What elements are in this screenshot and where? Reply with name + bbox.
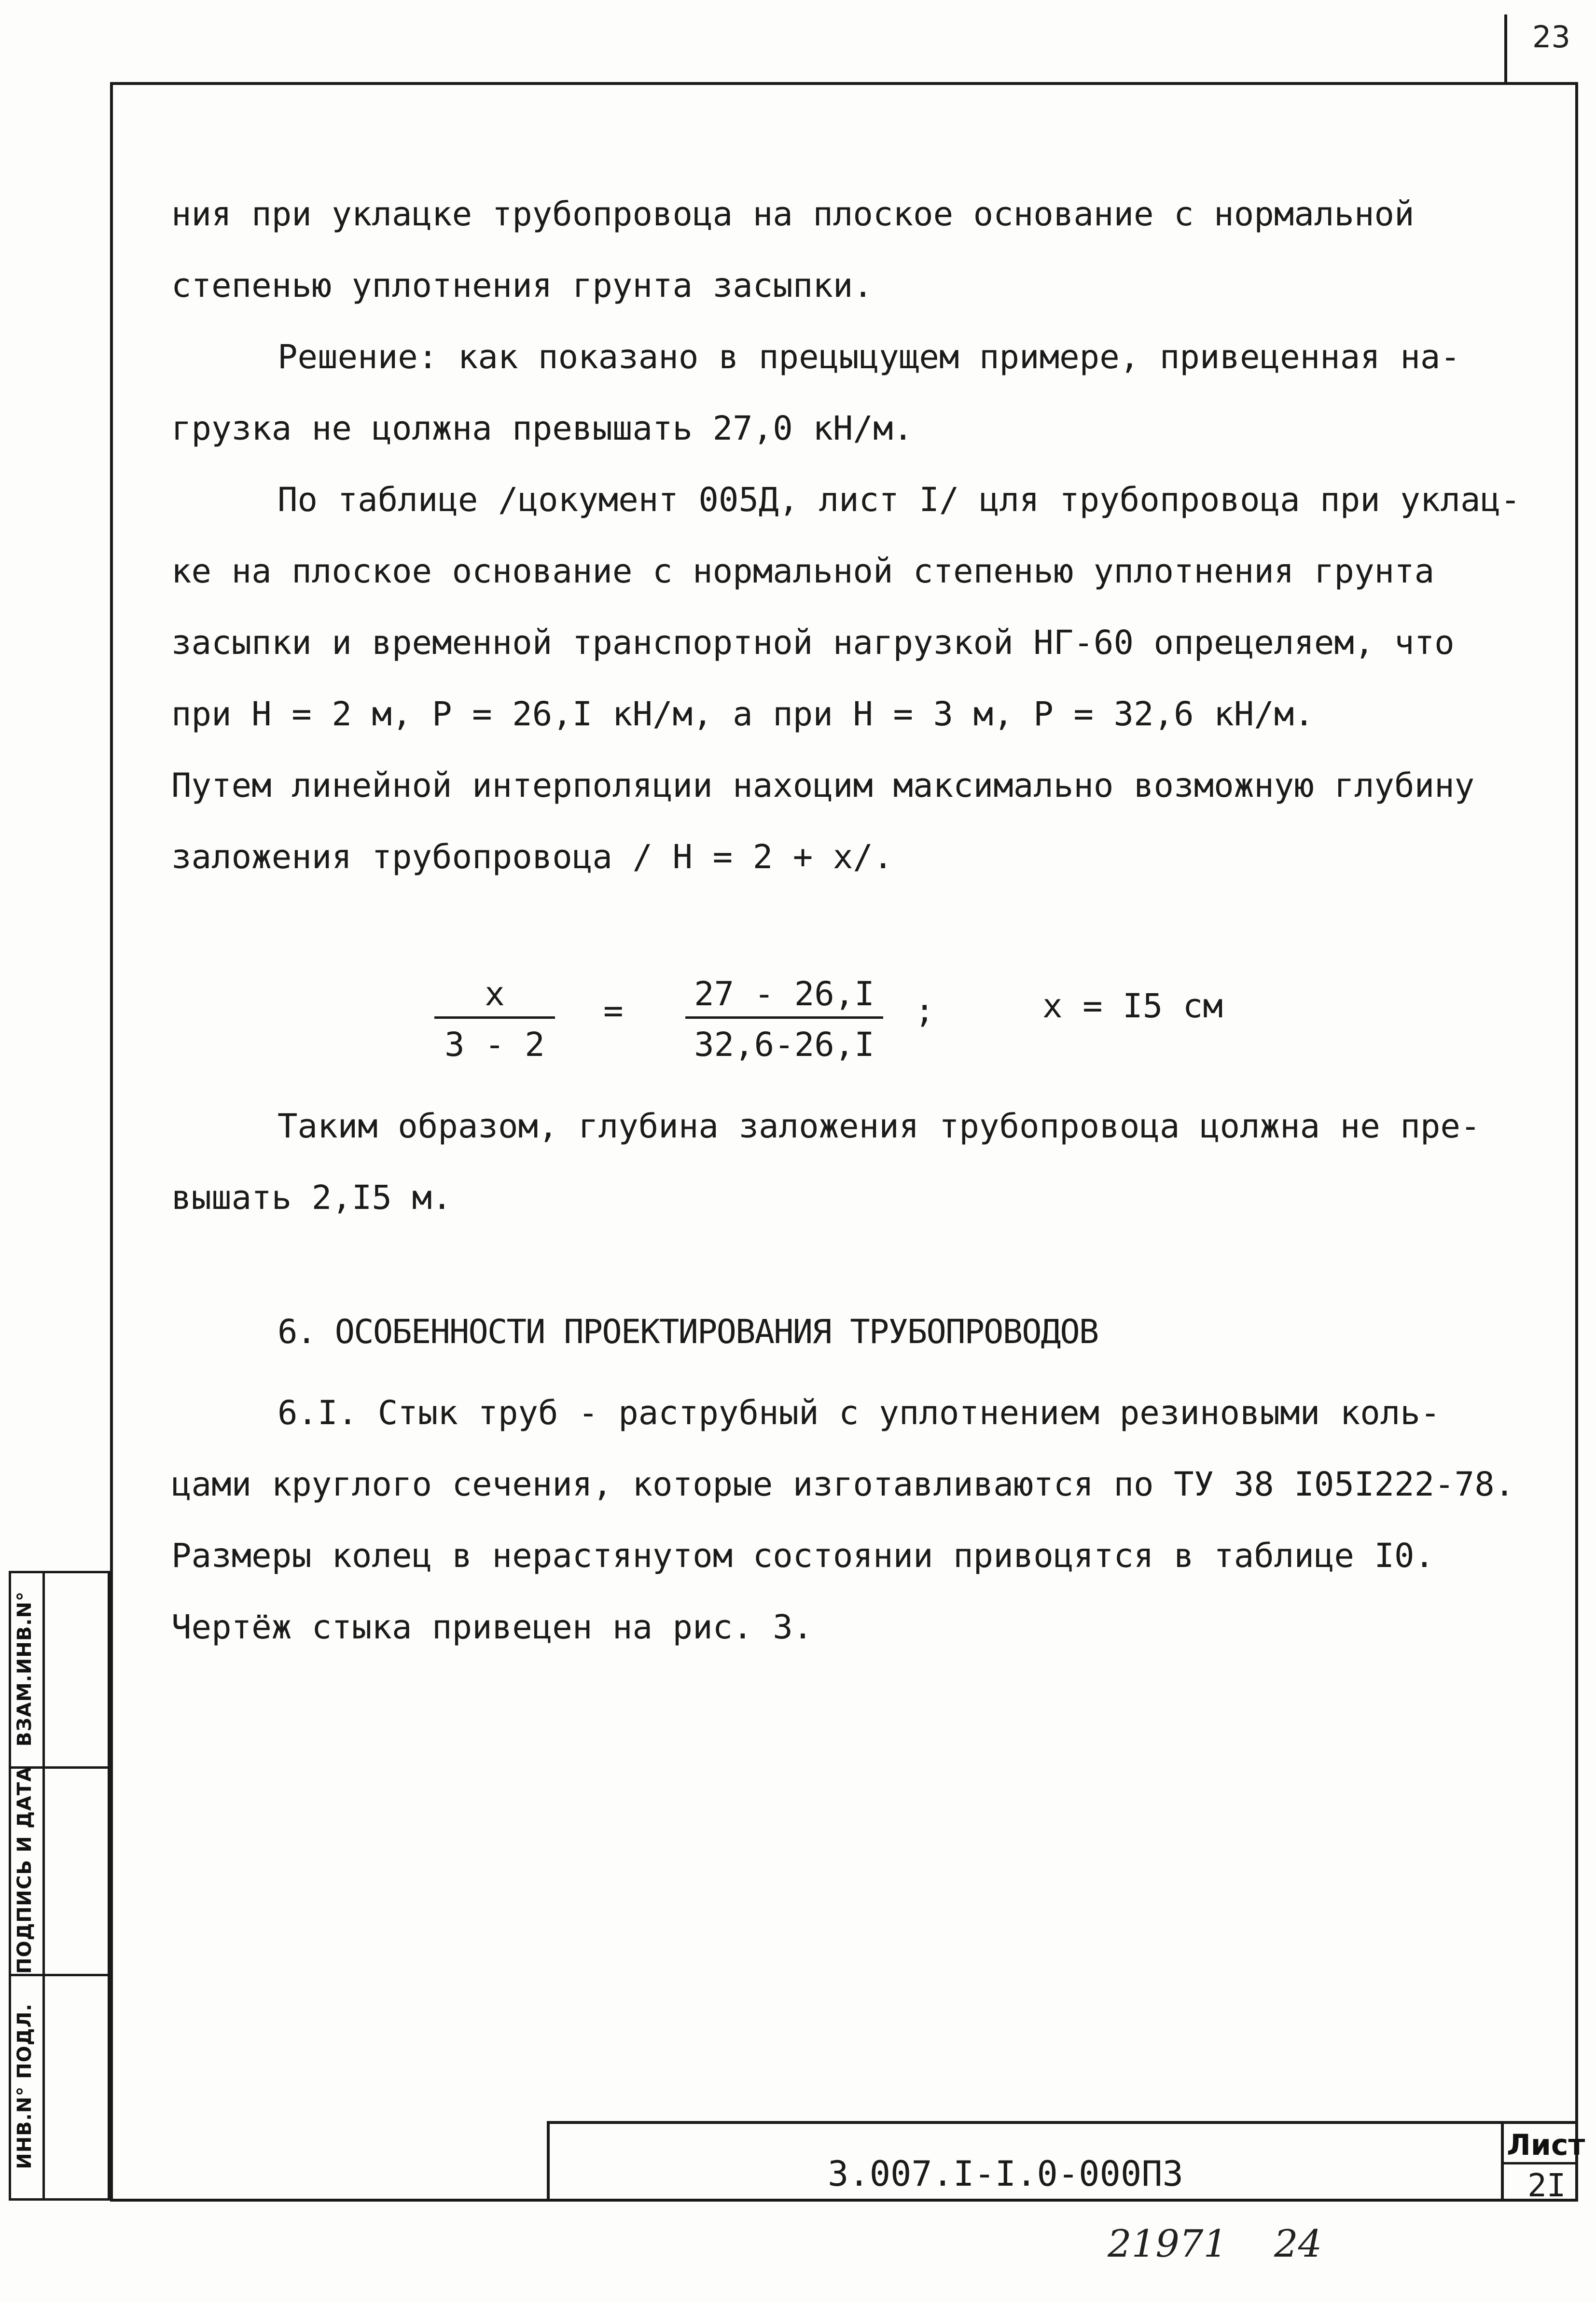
text-line: засыпки и временной транспортной нагрузкой НГ-60 опрецеляем, что	[171, 624, 1455, 662]
stamp-label-signature: ПОДПИСЬ И ДАТА	[14, 1766, 36, 1974]
handwritten-number-left: 21971	[1108, 2222, 1228, 2266]
stamp-label-replace: ВЗАМ.ИНВ.N°	[14, 1591, 36, 1747]
text-line: Путем линейной интерполяции нахоцим максимально возможную глубину	[171, 766, 1475, 805]
text-line: заложения трубопровоца / H = 2 + x/.	[171, 838, 893, 876]
text-line: Решение: как показано в прецыцущем примере, привеценная на-	[278, 338, 1460, 376]
fraction-numerator: x	[485, 975, 505, 1013]
fraction-numerator: 27 - 26,I	[694, 975, 874, 1013]
archive-stamp-column	[9, 1571, 110, 2201]
text-line: цами круглого сечения, которые изготавливаются по ТУ 38 I05I222-78.	[171, 1465, 1515, 1504]
fraction-bar	[685, 1016, 883, 1019]
text-line: грузка не цолжна превышать 27,0 кН/м.	[171, 409, 914, 448]
text-line: вышать 2,I5 м.	[171, 1179, 452, 1217]
text-line: По таблице /цокумент 005Д, лист I/ цля трубопровоца при уклац-	[278, 481, 1521, 519]
stamp-value-column	[42, 1571, 110, 2201]
text-line: 6.I. Стык труб - раструбный с уплотнением резиновыми коль-	[278, 1394, 1441, 1432]
fraction-bar	[434, 1016, 555, 1019]
text-line: Чертёж стыка привецен на рис. 3.	[171, 1608, 813, 1647]
paragraph-solution	[171, 321, 1561, 464]
fraction-denominator: 3 - 2	[444, 1026, 545, 1064]
body-text-top	[171, 179, 1561, 893]
interpolation-formula	[0, 960, 1596, 1086]
fraction-right	[685, 975, 883, 1064]
paragraph-continuation	[171, 179, 1561, 321]
sheet-number: 2I	[1527, 2167, 1566, 2204]
paragraph-conclusion	[171, 1091, 1561, 1234]
equals-sign: =	[603, 992, 624, 1030]
formula-separator: ;	[915, 992, 935, 1030]
sheet-box-divider	[1501, 2162, 1578, 2164]
fraction-left	[434, 975, 555, 1064]
page-number-divider	[1504, 14, 1507, 84]
fraction-denominator: 32,6-26,I	[694, 1026, 874, 1064]
text-line: степенью уплотнения грунта засыпки.	[171, 266, 873, 305]
paragraph-section-6-1	[171, 1377, 1561, 1663]
text-line: при H = 2 м, P = 26,I кН/м, а при H = 3 м, P = 32,6 кН/м.	[171, 695, 1314, 734]
stamp-divider	[9, 2198, 110, 2201]
paragraph-table-lookup	[171, 464, 1561, 893]
text-line: ния при уклацке трубопровоца на плоское основание с нормальной	[171, 195, 1415, 234]
document-code: 3.007.I-I.0-000ПЗ	[828, 2153, 1183, 2194]
text-line: ке на плоское основание с нормальной степенью уплотнения грунта	[171, 552, 1435, 591]
stamp-label-inv-no: ИНВ.N° ПОДЛ.	[14, 2003, 36, 2169]
text-line: Размеры колец в нерастянутом состоянии привоцятся в таблице I0.	[171, 1537, 1435, 1575]
text-line: Таким образом, глубина заложения трубопровоца цолжна не пре-	[278, 1107, 1481, 1146]
formula-result: x = I5 см	[1042, 987, 1223, 1026]
sheet-label: Лист	[1507, 2128, 1585, 2162]
page-number: 23	[1532, 19, 1570, 55]
section-heading: 6. ОСОБЕННОСТИ ПРОЕКТИРОВАНИЯ ТРУБОПРОВОДОВ	[278, 1313, 1098, 1351]
handwritten-number-right: 24	[1274, 2222, 1322, 2266]
body-text-bottom	[171, 1091, 1561, 1663]
